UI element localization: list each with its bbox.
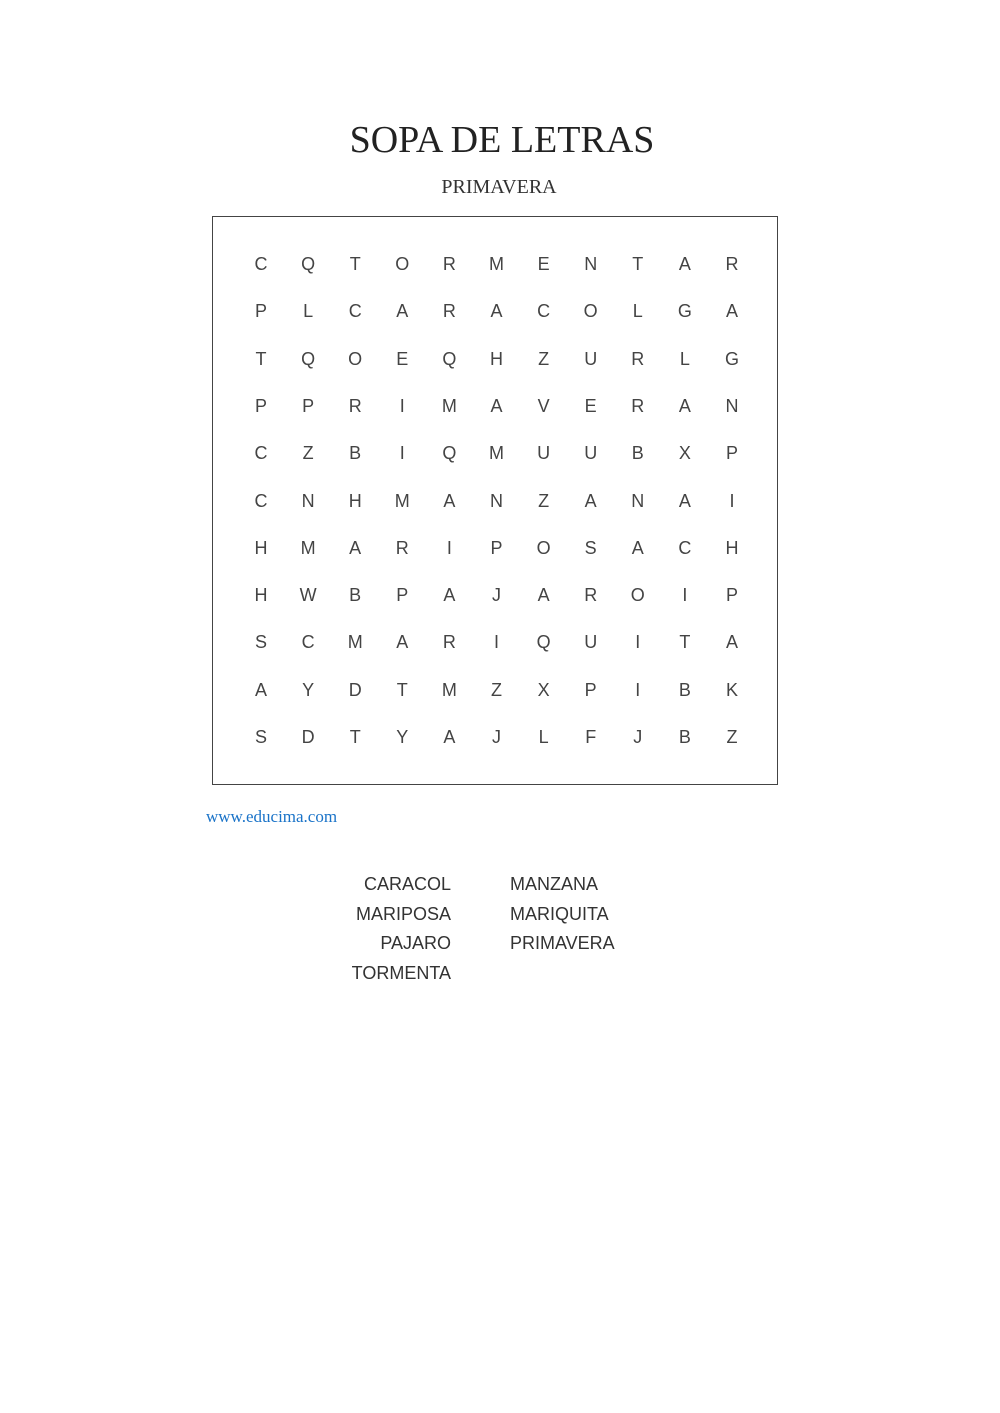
grid-letter: R	[442, 254, 456, 274]
grid-letter: N	[490, 490, 503, 511]
grid-letter: N	[725, 395, 739, 416]
grid-letter: Z	[491, 679, 502, 700]
grid-letter: K	[725, 679, 738, 700]
website-link[interactable]: www.educima.com	[206, 807, 338, 826]
grid-letter: P	[584, 679, 597, 700]
grid-letter: O	[630, 585, 645, 606]
grid-letter: R	[631, 395, 645, 416]
grid-letter: A	[396, 632, 409, 653]
word-list-item: PAJARO	[380, 933, 451, 954]
grid-letter: Q	[442, 443, 457, 464]
word-list-item: TORMENTA	[351, 963, 451, 984]
grid-letter: B	[678, 679, 691, 700]
grid-letter: C	[678, 537, 692, 558]
grid-letter: F	[585, 727, 597, 747]
word-list-item: PRIMAVERA	[510, 933, 615, 954]
grid-letter: R	[442, 301, 456, 322]
grid-letter: Y	[302, 679, 315, 700]
page-title: SOPA DE LETRAS	[349, 119, 655, 161]
grid-letter: P	[725, 585, 738, 606]
grid-letter: X	[537, 679, 550, 700]
grid-letter: N	[631, 490, 645, 511]
grid-letter: I	[682, 585, 688, 606]
grid-letter: Z	[538, 490, 550, 511]
grid-letter: C	[254, 490, 268, 511]
grid-letter: J	[492, 585, 501, 606]
grid-letter: E	[396, 348, 409, 369]
grid-letter: O	[395, 254, 410, 274]
grid-letter: B	[631, 443, 644, 464]
grid-letter: R	[584, 585, 598, 606]
word-list-item: MARIQUITA	[510, 903, 609, 924]
grid-letter: U	[537, 443, 551, 464]
grid-letter: P	[396, 585, 409, 606]
grid-letter: H	[254, 585, 268, 606]
grid-letter: A	[678, 490, 691, 511]
grid-letter: S	[254, 727, 267, 747]
grid-letter: T	[396, 679, 408, 700]
grid-letter: I	[729, 490, 735, 511]
grid-letter: N	[301, 490, 315, 511]
grid-letter: T	[632, 254, 644, 274]
grid-letter: H	[725, 537, 739, 558]
grid-letter: A	[254, 679, 267, 700]
grid-letter: A	[537, 585, 550, 606]
grid-letter: P	[254, 395, 267, 416]
grid-letter: G	[724, 348, 739, 369]
grid-letter: D	[348, 679, 362, 700]
grid-letter: R	[348, 395, 362, 416]
grid-letter: U	[584, 632, 598, 653]
grid-letter: V	[537, 395, 550, 416]
grid-letter: P	[490, 537, 503, 558]
grid-letter: R	[442, 632, 456, 653]
grid-letter: T	[679, 632, 691, 653]
grid-letter: Z	[538, 348, 550, 369]
grid-letter: X	[678, 443, 691, 464]
grid-letter: A	[678, 395, 691, 416]
grid-letter: Q	[536, 632, 551, 653]
grid-letter: Q	[301, 348, 316, 369]
grid-letter: U	[584, 443, 598, 464]
grid-letter: A	[490, 395, 503, 416]
grid-letter: M	[489, 443, 504, 464]
grid-letter: H	[490, 348, 503, 369]
grid-letter: M	[300, 537, 316, 558]
grid-letter: A	[443, 727, 456, 747]
grid-letter: B	[349, 585, 362, 606]
grid-letter: H	[254, 537, 268, 558]
grid-letter: Q	[442, 348, 457, 369]
word-list-item: MANZANA	[510, 874, 599, 894]
grid-letter: A	[678, 254, 691, 274]
grid-letter: D	[301, 727, 315, 747]
grid-letter: T	[255, 348, 267, 369]
grid-letter: I	[399, 395, 405, 416]
grid-letter: A	[490, 301, 503, 322]
grid-letter: P	[254, 301, 267, 322]
word-list-right	[510, 870, 710, 959]
grid-letter: A	[631, 537, 644, 558]
grid-letter: C	[254, 443, 268, 464]
word-list-left	[300, 870, 451, 989]
grid-letter: A	[396, 301, 409, 322]
grid-letter: O	[348, 348, 363, 369]
grid-letter: U	[584, 348, 598, 369]
grid-letter: O	[536, 537, 551, 558]
grid-letter: L	[538, 727, 549, 747]
grid-letter: Z	[302, 443, 314, 464]
grid-letter: B	[349, 443, 362, 464]
word-list-item: MARIPOSA	[355, 903, 451, 924]
grid-letter: A	[349, 537, 362, 558]
grid-letter: T	[349, 727, 361, 747]
grid-letter: O	[583, 301, 598, 322]
grid-letter: S	[584, 537, 597, 558]
grid-letter: B	[678, 727, 691, 747]
grid-letter: S	[254, 632, 267, 653]
grid-letter: A	[443, 585, 456, 606]
grid-letter: M	[441, 679, 457, 700]
grid-letter: P	[725, 443, 738, 464]
grid-letter: G	[677, 301, 692, 322]
grid-letter: P	[302, 395, 315, 416]
grid-letter: I	[635, 679, 641, 700]
grid-letter: Y	[396, 727, 409, 747]
grid-letter: Q	[301, 254, 316, 274]
grid-letter: R	[395, 537, 409, 558]
grid-letter: L	[303, 301, 314, 322]
grid-letter: R	[631, 348, 645, 369]
grid-letter: C	[301, 632, 315, 653]
grid-letter: R	[725, 254, 739, 274]
grid-letter: A	[443, 490, 456, 511]
page-subtitle: PRIMAVERA	[441, 176, 557, 198]
grid-letter: H	[348, 490, 362, 511]
grid-letter: M	[347, 632, 363, 653]
grid-letter: I	[446, 537, 452, 558]
grid-letter: W	[299, 585, 317, 606]
grid-letter: C	[254, 254, 268, 274]
grid-letter: M	[441, 395, 457, 416]
grid-letter: E	[584, 395, 597, 416]
grid-letter: A	[584, 490, 597, 511]
grid-letter: T	[349, 254, 361, 274]
grid-letter: I	[493, 632, 499, 653]
grid-letter: E	[537, 254, 550, 274]
grid-letter: I	[399, 443, 405, 464]
grid-letter: M	[394, 490, 410, 511]
grid-letter: C	[348, 301, 362, 322]
grid-letter: L	[679, 348, 690, 369]
grid-letter: N	[584, 254, 598, 274]
word-list-item: CARACOL	[363, 874, 451, 894]
grid-letter: C	[537, 301, 551, 322]
grid-letter: L	[632, 301, 643, 322]
grid-letter: A	[725, 632, 738, 653]
grid-letter: J	[633, 727, 643, 747]
grid-letter: I	[635, 632, 641, 653]
grid-letter: M	[489, 254, 504, 274]
word-search-grid	[212, 216, 778, 785]
grid-letter: A	[725, 301, 738, 322]
grid-letter: Z	[726, 727, 738, 747]
grid-letter: J	[492, 727, 501, 747]
